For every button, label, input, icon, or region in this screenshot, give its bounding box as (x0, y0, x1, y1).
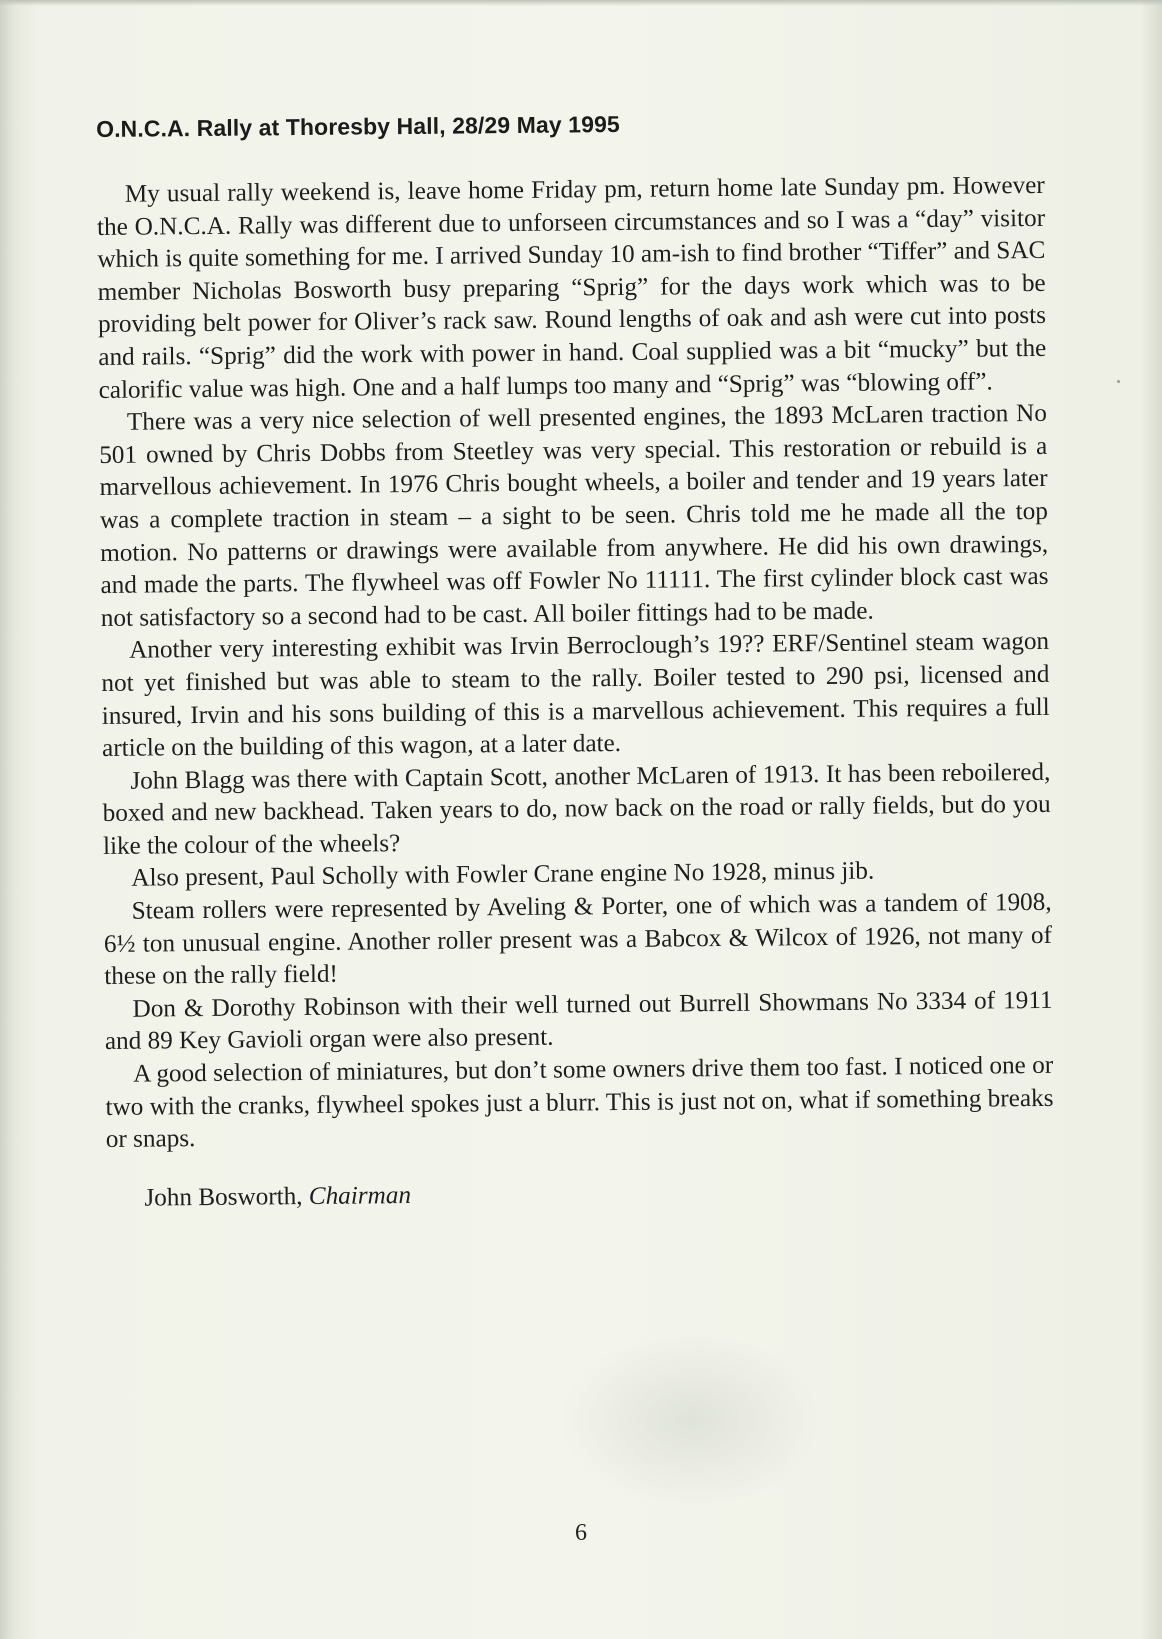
article (96, 107, 1054, 1213)
signature (144, 1176, 1054, 1213)
paragraph: Also present, Paul Scholly with Fowler Crane engine No 1928, minus jib. (131, 858, 875, 893)
scan-speck (1117, 380, 1120, 383)
paragraph: Another very interesting exhibit was Irvin Berroclough’s 19?? ERF/Sentinel steam wagon not yet finished but was able to steam to the rally. Boiler tested to 290 psi, licensed and insured, Irvin and his sons building of this is a marvellous achievement. This requires a full article on the building of this wagon, at a later date. (101, 628, 1050, 763)
article-body (97, 170, 1054, 1157)
paragraph: Steam rollers were represented by Aveling & Porter, one of which was a tandem of 1908, 6½ ton unusual engine. Another roller present was a Babcox & Wilcox of 1926, not many of these on the rally field! (103, 888, 1053, 991)
paragraph: A good selection of miniatures, but don’t some owners drive them too fast. I noticed one or two with the cranks, flywheel spokes just a blurr. This is just not on, what if something breaks or snaps. (105, 1051, 1054, 1154)
paragraph: John Blagg was there with Captain Scott, another McLaren of 1913. It has been reboilered, boxed and new backhead. Taken years to do, now back on the road or rally fields, but do you like the colour of the wheels? (102, 758, 1051, 860)
page-number: 6 (575, 1520, 587, 1546)
scan-shadow (560, 1330, 820, 1510)
signature-name: John Bosworth, (144, 1182, 303, 1212)
article-title: O.N.C.A. Rally at Thoresby Hall, 28/29 May 1995 (96, 110, 620, 142)
paragraph: My usual rally weekend is, leave home Friday pm, return home late Sunday pm. However the O.N.C.A. Rally was different due to unforseen circumstances and so I was a “day” visitor which is quite something for me. I arrived Sunday 10 am-ish to find brother “Tiffer” and SAC member Nicholas Bosworth busy preparing “Sprig” for the days work which was to be providing belt power for Oliver’s rack saw. Round lengths of oak and ash were cut into posts and rails. “Sprig” did the work with power in hand. Coal supplied was a bit “mucky” but the calorific value was high. One and a half lumps too many and “Sprig” was “blowing off”. (96, 171, 1047, 404)
signature-role: Chairman (308, 1181, 412, 1210)
paragraph: Don & Dorothy Robinson with their well turned out Burrell Showmans No 3334 of 1911 and 89 Key Gavioli organ were also present. (104, 986, 1053, 1056)
paragraph: There was a very nice selection of well presented engines, the 1893 McLaren traction No 501 owned by Chris Dobbs from Steetley was very special. This restoration or rebuild is a marvellous achievement. In 1976 Chris bought wheels, a boiler and tender and 19 years later was a complete traction in steam – a sight to be seen. Chris told me he made all the top motion. No patterns or drawings were available from anywhere. He did his own drawings, and made the parts. The flywheel was off Fowler No 11111. The first cylinder block cast was not satisfactory so a second had to be cast. All boiler fittings had to be made. (99, 400, 1049, 632)
